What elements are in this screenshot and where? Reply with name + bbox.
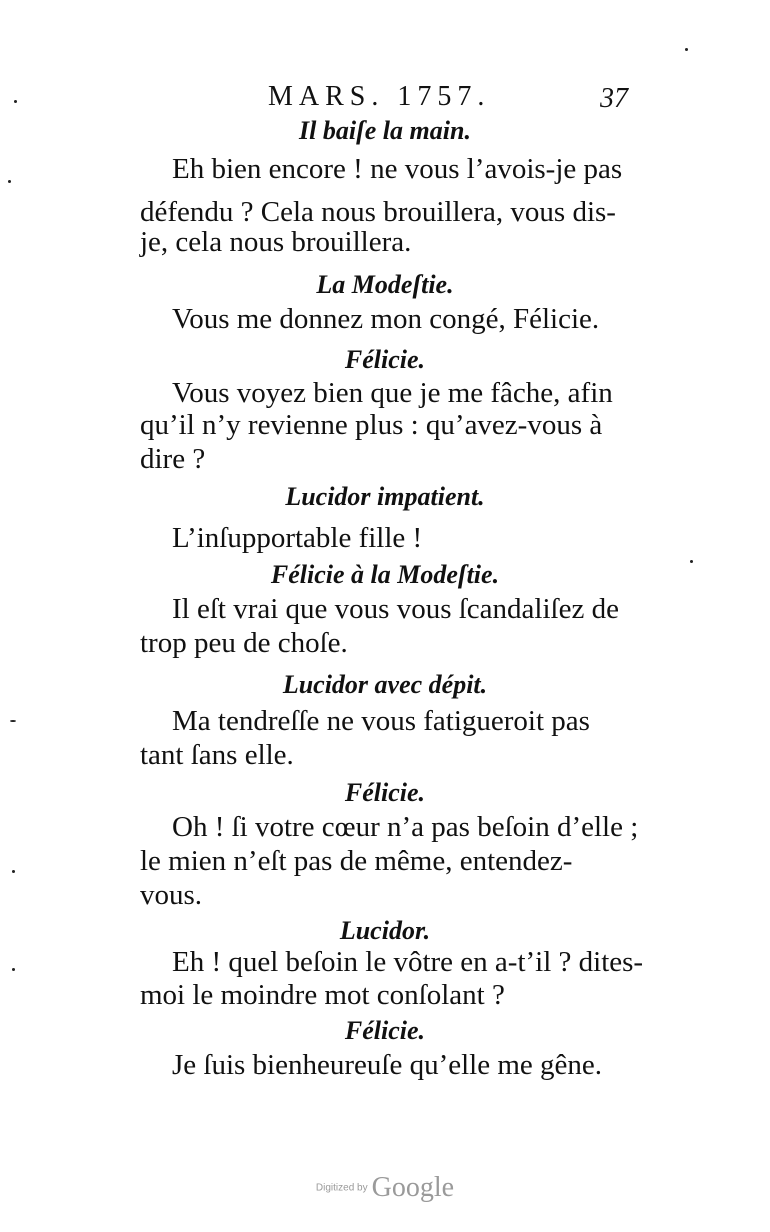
speaker-heading: Félicie à la Modeſtie. — [270, 560, 500, 589]
speaker-heading: Lucidor impatient. — [285, 482, 485, 511]
text-line: Il eſt vrai que vous vous ſcandaliſez de — [172, 593, 619, 625]
scan-speck — [14, 100, 17, 103]
page-number: 37 — [600, 83, 628, 114]
text-line: moi le moindre mot conſolant ? — [140, 979, 505, 1011]
text-line: L’inſupportable fille ! — [172, 522, 423, 554]
digitization-watermark — [0, 1172, 770, 1204]
scan-speck — [690, 560, 693, 563]
text-line: Eh bien encore ! ne vous l’avois-je pas — [172, 153, 623, 185]
speaker-heading: Félicie. — [344, 1016, 426, 1045]
speaker-heading: Il baiſe la main. — [299, 116, 471, 145]
text-line: je, cela nous brouillera. — [140, 226, 412, 258]
text-line: le mien n’eſt pas de même, entendez- — [140, 845, 573, 877]
text-line: Vous voyez bien que je me fâche, afin — [172, 377, 613, 409]
scan-speck — [12, 870, 15, 873]
text-line: Oh ! ſi votre cœur n’a pas beſoin d’elle ; — [172, 811, 639, 843]
scan-speck — [685, 48, 688, 51]
text-line: défendu ? Cela nous brouillera, vous dis- — [140, 196, 616, 228]
speaker-heading: Félicie. — [344, 345, 426, 374]
speaker-heading: Félicie. — [344, 778, 426, 807]
text-line: trop peu de choſe. — [140, 627, 348, 659]
scan-speck — [8, 180, 11, 183]
speaker-heading: Lucidor. — [339, 916, 431, 945]
scan-speck — [12, 968, 15, 971]
text-line: qu’il n’y revienne plus : qu’avez-vous à — [140, 409, 603, 441]
text-line: Ma tendreſſe ne vous fatigueroit pas — [172, 705, 590, 737]
text-line: tant ſans elle. — [140, 739, 294, 771]
watermark-prefix: Digitized by — [315, 1182, 368, 1194]
text-line: dire ? — [140, 443, 206, 475]
text-line: Eh ! quel beſoin le vôtre en a-t’il ? dites- — [172, 946, 644, 978]
scan-speck — [10, 720, 16, 722]
text-line: Vous me donnez mon congé, Félicie. — [172, 303, 600, 335]
running-header-title: MARS. 1757. — [268, 81, 491, 112]
speaker-heading: La Modeſtie. — [316, 270, 454, 299]
speaker-heading: Lucidor avec dépit. — [282, 670, 488, 699]
text-line: Je ſuis bienheureuſe qu’elle me gêne. — [172, 1049, 603, 1081]
text-line: vous. — [140, 879, 203, 911]
watermark-brand: Google — [371, 1172, 455, 1203]
